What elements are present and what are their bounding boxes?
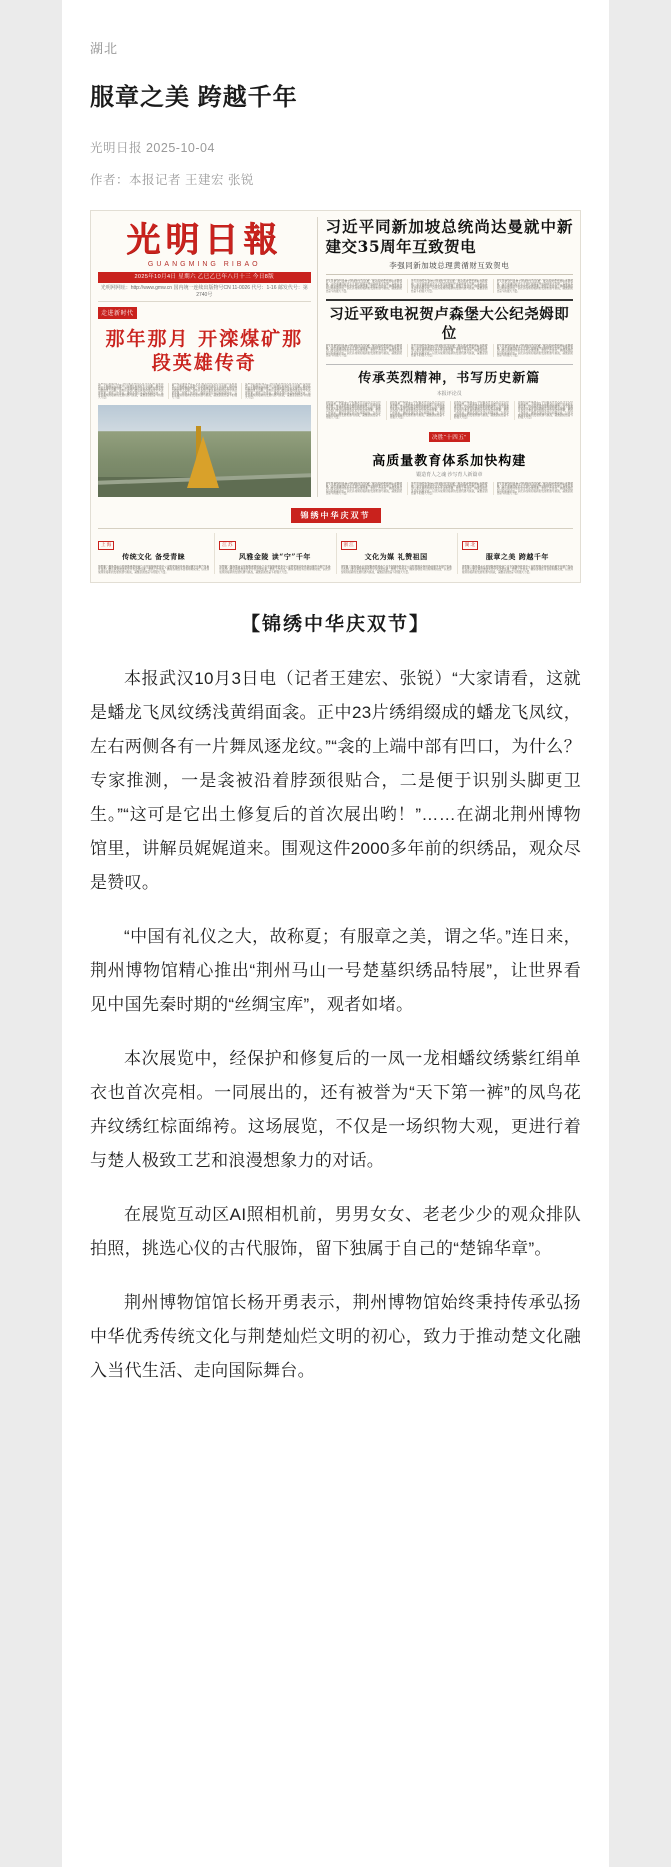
bottom-column-tag: 湖 北 [462, 541, 478, 550]
micro-column [168, 383, 238, 399]
micro-text: 在新时代新征程上，我们要坚持以人民为中心的发展思想，不断满足人民群众日益增长的美好生活需要，推动高质量发展取得新成效，为全面建设社会主义现代化国家作出新的更大贡献。各地区各部门要认真贯彻落实党中央决策部署，狠抓工作落实，确保各项任务目标如期完成，以优异成绩迎接新的发展机遇与挑战，凝聚起团结奋斗的强大力量。 [411, 279, 488, 293]
micro-text: 在新时代新征程上，我们要坚持以人民为中心的发展思想，不断满足人民群众日益增长的美好生活需要，推动高质量发展取得新成效，为全面建设社会主义现代化国家作出新的更大贡献。各地区各部门要认真贯彻落实党中央决策部署，狠抓工作落实，确保各项任务目标如期完成，以优异成绩迎接新的发展机遇与挑战，凝聚起团结奋斗的强大力量。 [325, 279, 403, 293]
masthead-logo: 光明日報 [126, 219, 283, 260]
micro-text: 在新时代新征程上，我们要坚持以人民为中心的发展思想，不断满足人民群众日益增长的美好生活需要，推动高质量发展取得新成效，为全面建设社会主义现代化国家作出新的更大贡献。各地区各部门要认真贯彻落实党中央决策部署，狠抓工作落实，确保各项任务目标如期完成，以优异成绩迎接新的发展机遇与挑战，凝聚起团结奋斗的强大力量。 [325, 343, 403, 358]
micro-column [407, 279, 487, 293]
micro-column [493, 344, 573, 358]
article-paragraph: 荆州博物馆馆长杨开勇表示，荆州博物馆始终秉持传承弘扬中华优秀传统文化与荆楚灿烂文明的初心，致力于推动楚文化融入当代生活、走向国际舞台。 [90, 1293, 581, 1381]
fourth-flag-badge: 决胜“十四五” [429, 432, 470, 442]
bottom-column [336, 533, 452, 574]
lead-headline: 习近平同新加坡总统尚达曼就中新建交35周年互致贺电 [325, 216, 573, 256]
third-headline: 传承英烈精神，书写历史新篇 [326, 364, 573, 388]
second-body-columns [326, 344, 573, 358]
third-body-columns [326, 401, 573, 419]
micro-column [241, 383, 311, 399]
mine-photo [98, 405, 311, 497]
micro-column [514, 401, 573, 419]
micro-column [98, 383, 164, 399]
feature-title: 那年那月 开滦煤矿那段英雄传奇 [105, 327, 304, 374]
bottom-column-tag: 江 苏 [219, 541, 235, 550]
bottom-column-tag: 上 海 [98, 541, 114, 550]
micro-text: 在新时代新征程上，我们要坚持以人民为中心的发展思想，不断满足人民群众日益增长的美好生活需要，推动高质量发展取得新成效，为全面建设社会主义现代化国家作出新的更大贡献。各地区各部门要认真贯彻落实党中央决策部署，狠抓工作落实，确保各项任务目标如期完成，以优异成绩迎接新的发展机遇与挑战，凝聚起团结奋斗的强大力量。 [171, 383, 238, 400]
article-byline: 作者：本报记者 王建宏 张锐 [90, 172, 254, 187]
micro-column [450, 401, 509, 419]
micro-text: 在新时代新征程上，我们要坚持以人民为中心的发展思想，不断满足人民群众日益增长的美好生活需要，推动高质量发展取得新成效，为全面建设社会主义现代化国家作出新的更大贡献。各地区各部门要认真贯彻落实党中央决策部署，狠抓工作落实，确保各项任务目标如期完成，以优异成绩迎接新的发展机遇与挑战，凝聚起团结奋斗的强大力量。 [517, 401, 573, 420]
masthead-info-bar: 光明网网址：http://www.gmw.cn 国内统一连续出版物号CN 11-0026 代号：1-16 邮发代号：第2740号 [98, 283, 311, 302]
micro-text: 在新时代新征程上，我们要坚持以人民为中心的发展思想，不断满足人民群众日益增长的美好生活需要，推动高质量发展取得新成效，为全面建设社会主义现代化国家作出新的更大贡献。各地区各部门要认真贯彻落实党中央决策部署，狠抓工作落实，确保各项任务目标如期完成，以优异成绩迎接新的发展机遇与挑战，凝聚起团结奋斗的强大力量。 [98, 564, 210, 574]
bottom-column [457, 533, 573, 574]
page-title: 服章之美 跨越千年 [90, 84, 298, 111]
fourth-subheadline: 锻造育人之魂 沙写育人新篇章 [416, 471, 483, 478]
masthead-pinyin: GUANGMING RIBAO [147, 260, 261, 268]
micro-column [326, 482, 402, 496]
micro-text: 在新时代新征程上，我们要坚持以人民为中心的发展思想，不断满足人民群众日益增长的美好生活需要，推动高质量发展取得新成效，为全面建设社会主义现代化国家作出新的更大贡献。各地区各部门要认真贯彻落实党中央决策部署，狠抓工作落实，确保各项任务目标如期完成，以优异成绩迎接新的发展机遇与挑战，凝聚起团结奋斗的强大力量。 [461, 564, 573, 574]
micro-text: 在新时代新征程上，我们要坚持以人民为中心的发展思想，不断满足人民群众日益增长的美好生活需要，推动高质量发展取得新成效，为全面建设社会主义现代化国家作出新的更大贡献。各地区各部门要认真贯彻落实党中央决策部署，狠抓工作落实，确保各项任务目标如期完成，以优异成绩迎接新的发展机遇与挑战，凝聚起团结奋斗的强大力量。 [411, 481, 488, 496]
article-sheet [62, 0, 609, 1867]
micro-text: 在新时代新征程上，我们要坚持以人民为中心的发展思想，不断满足人民群众日益增长的美好生活需要，推动高质量发展取得新成效，为全面建设社会主义现代化国家作出新的更大贡献。各地区各部门要认真贯彻落实党中央决策部署，狠抓工作落实，确保各项任务目标如期完成，以优异成绩迎接新的发展机遇与挑战，凝聚起团结奋斗的强大力量。 [496, 481, 573, 496]
second-headline: 习近平致电祝贺卢森堡大公纪尧姆即位 [326, 299, 573, 344]
micro-column [407, 482, 487, 496]
column-flag-badge: 走进新时代 [98, 307, 137, 319]
newspaper-top-region [98, 217, 573, 498]
micro-text: 在新时代新征程上，我们要坚持以人民为中心的发展思想，不断满足人民群众日益增长的美好生活需要，推动高质量发展取得新成效，为全面建设社会主义现代化国家作出新的更大贡献。各地区各部门要认真贯彻落实党中央决策部署，狠抓工作落实，确保各项任务目标如期完成，以优异成绩迎接新的发展机遇与挑战，凝聚起团结奋斗的强大力量。 [219, 564, 331, 574]
bottom-column-title: 服章之美 跨越千年 [485, 551, 549, 561]
bottom-column [98, 533, 209, 574]
article-paragraph: 本次展览中，经保护和修复后的一凤一龙相蟠纹绣紫红绢单衣也首次亮相。一同展出的，还有被誉为“天下第一裤”的凤鸟花卉纹绣红棕面绵袴。这场展览，不仅是一场织物大观，更进行着与楚人极致工艺和浪漫想象力的对话。 [90, 1049, 581, 1171]
micro-text: 在新时代新征程上，我们要坚持以人民为中心的发展思想，不断满足人民群众日益增长的美好生活需要，推动高质量发展取得新成效，为全面建设社会主义现代化国家作出新的更大贡献。各地区各部门要认真贯彻落实党中央决策部署，狠抓工作落实，确保各项任务目标如期完成，以优异成绩迎接新的发展机遇与挑战，凝聚起团结奋斗的强大力量。 [389, 401, 445, 420]
red-banner [98, 505, 573, 523]
micro-text: 在新时代新征程上，我们要坚持以人民为中心的发展思想，不断满足人民群众日益增长的美好生活需要，推动高质量发展取得新成效，为全面建设社会主义现代化国家作出新的更大贡献。各地区各部门要认真贯彻落实党中央决策部署，狠抓工作落实，确保各项任务目标如期完成，以优异成绩迎接新的发展机遇与挑战，凝聚起团结奋斗的强大力量。 [411, 343, 488, 358]
newspaper-lead-column [326, 217, 573, 496]
article-source-date: 光明日报 2025-10-04 [90, 140, 215, 155]
micro-text: 在新时代新征程上，我们要坚持以人民为中心的发展思想，不断满足人民群众日益增长的美好生活需要，推动高质量发展取得新成效，为全面建设社会主义现代化国家作出新的更大贡献。各地区各部门要认真贯彻落实党中央决策部署，狠抓工作落实，确保各项任务目标如期完成，以优异成绩迎接新的发展机遇与挑战，凝聚起团结奋斗的强大力量。 [245, 383, 311, 400]
fourth-headline: 高质量教育体系加快构建 [372, 453, 527, 469]
nameplate-text-columns [98, 383, 311, 399]
micro-text: 在新时代新征程上，我们要坚持以人民为中心的发展思想，不断满足人民群众日益增长的美好生活需要，推动高质量发展取得新成效，为全面建设社会主义现代化国家作出新的更大贡献。各地区各部门要认真贯彻落实党中央决策部署，狠抓工作落实，确保各项任务目标如期完成，以优异成绩迎接新的发展机遇与挑战，凝聚起团结奋斗的强大力量。 [496, 343, 573, 358]
micro-text: 在新时代新征程上，我们要坚持以人民为中心的发展思想，不断满足人民群众日益增长的美好生活需要，推动高质量发展取得新成效，为全面建设社会主义现代化国家作出新的更大贡献。各地区各部门要认真贯彻落实党中央决策部署，狠抓工作落实，确保各项任务目标如期完成，以优异成绩迎接新的发展机遇与挑战，凝聚起团结奋斗的强大力量。 [496, 279, 573, 293]
article-kicker: 湖北 [90, 41, 119, 56]
micro-column [326, 401, 381, 419]
micro-text: 在新时代新征程上，我们要坚持以人民为中心的发展思想，不断满足人民群众日益增长的美好生活需要，推动高质量发展取得新成效，为全面建设社会主义现代化国家作出新的更大贡献。各地区各部门要认真贯彻落实党中央决策部署，狠抓工作落实，确保各项任务目标如期完成，以优异成绩迎接新的发展机遇与挑战，凝聚起团结奋斗的强大力量。 [340, 564, 452, 574]
third-byline: 本报评论员 [436, 391, 462, 398]
bottom-column-title: 风雅金陵 读“宁”千年 [238, 551, 311, 561]
bottom-columns-strip [98, 528, 573, 574]
bottom-column-title: 传统文化 备受青睐 [122, 551, 186, 561]
red-banner-label: 锦绣中华庆双节 [291, 508, 381, 523]
article-paragraph: 在展览互动区AI照相机前，男男女女、老老少少的观众排队拍照，挑选心仪的古代服饰，留下独属于自己的“楚锦华章”。 [90, 1205, 581, 1259]
bottom-column-tag: 浙 江 [341, 541, 357, 550]
micro-column [407, 344, 487, 358]
article-paragraph: 本报武汉10月3日电（记者王建宏、张锐）“大家请看，这就是蟠龙飞凤纹绣浅黄绢面衾。正中23片绣绢缀成的蟠龙飞凤纹，左右两侧各有一片舞凤逐龙纹。”“衾的上端中部有凹口，为什么？专家推测，一是衾被沿着脖颈很贴合，二是便于识别头脚更卫生。”“这可是它出土修复后的首次展出哟！”……在湖北荆州博物馆里，讲解员娓娓道来。围观这件2000多年前的织绣品，观众尽是赞叹。 [90, 669, 581, 893]
micro-column [326, 279, 402, 293]
fourth-body-columns [326, 482, 573, 496]
micro-column [326, 344, 402, 358]
article-paragraph: “中国有礼仪之大，故称夏；有服章之美，谓之华。”连日来，荆州博物馆精心推出“荆州马山一号楚墓织绣品特展”，让世界看见中国先秦时期的“丝绸宝库”，观者如堵。 [90, 927, 581, 1015]
bottom-column [214, 533, 330, 574]
lead-subheadline: 李强同新加坡总理黄循财互致贺电 [326, 260, 573, 275]
section-title: 【锦绣中华庆双节】 [240, 614, 430, 636]
newspaper-nameplate-column [98, 217, 318, 498]
lead-body-columns [326, 279, 573, 293]
micro-text: 在新时代新征程上，我们要坚持以人民为中心的发展思想，不断满足人民群众日益增长的美好生活需要，推动高质量发展取得新成效，为全面建设社会主义现代化国家作出新的更大贡献。各地区各部门要认真贯彻落实党中央决策部署，狠抓工作落实，确保各项任务目标如期完成，以优异成绩迎接新的发展机遇与挑战，凝聚起团结奋斗的强大力量。 [325, 481, 403, 496]
micro-text: 在新时代新征程上，我们要坚持以人民为中心的发展思想，不断满足人民群众日益增长的美好生活需要，推动高质量发展取得新成效，为全面建设社会主义现代化国家作出新的更大贡献。各地区各部门要认真贯彻落实党中央决策部署，狠抓工作落实，确保各项任务目标如期完成，以优异成绩迎接新的发展机遇与挑战，凝聚起团结奋斗的强大力量。 [98, 383, 164, 400]
derrick-frame-icon [187, 436, 219, 488]
bottom-column-title: 文化为媒 礼赞祖国 [364, 551, 428, 561]
micro-text: 在新时代新征程上，我们要坚持以人民为中心的发展思想，不断满足人民群众日益增长的美好生活需要，推动高质量发展取得新成效，为全面建设社会主义现代化国家作出新的更大贡献。各地区各部门要认真贯彻落实党中央决策部署，狠抓工作落实，确保各项任务目标如期完成，以优异成绩迎接新的发展机遇与挑战，凝聚起团结奋斗的强大力量。 [453, 401, 509, 420]
micro-column [493, 482, 573, 496]
masthead-date-bar: 2025年10月4日 星期六 乙巳乙巳年八月十三 今日8版 [98, 272, 311, 283]
micro-column [386, 401, 445, 419]
newspaper-front-page-image[interactable] [90, 210, 581, 583]
micro-text: 在新时代新征程上，我们要坚持以人民为中心的发展思想，不断满足人民群众日益增长的美好生活需要，推动高质量发展取得新成效，为全面建设社会主义现代化国家作出新的更大贡献。各地区各部门要认真贯彻落实党中央决策部署，狠抓工作落实，确保各项任务目标如期完成，以优异成绩迎接新的发展机遇与挑战，凝聚起团结奋斗的强大力量。 [325, 401, 381, 420]
micro-column [493, 279, 573, 293]
